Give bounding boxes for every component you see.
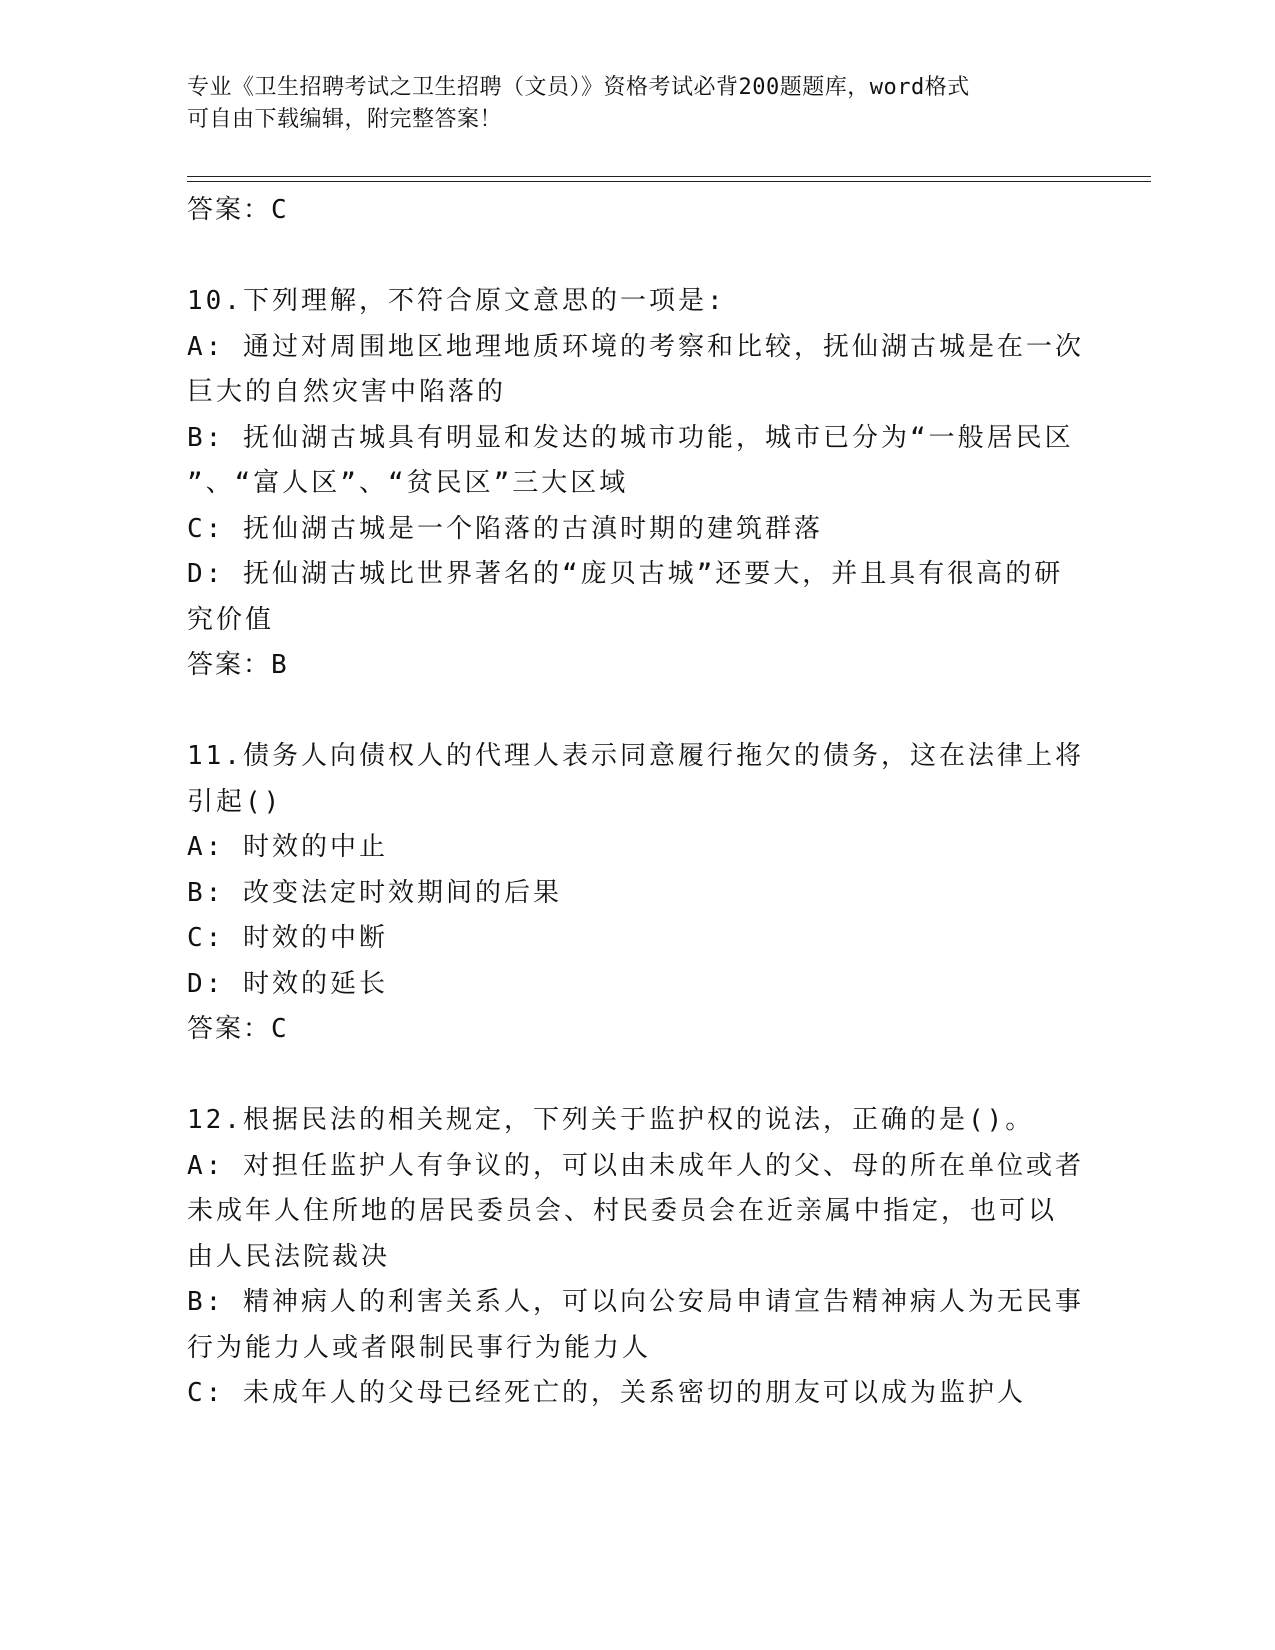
option-d: D: 抚仙湖古城比世界著名的“庞贝古城”还要大，并且具有很高的研 bbox=[187, 559, 1064, 589]
answer-line: 答案：C bbox=[187, 1014, 289, 1044]
blank-line bbox=[187, 689, 1087, 735]
question-stem: 10.下列理解，不符合原文意思的一项是: bbox=[187, 286, 726, 316]
option-a: A: 时效的中止 bbox=[187, 832, 388, 862]
option-b: B: 改变法定时效期间的后果 bbox=[187, 877, 562, 908]
question-stem: 12.根据民法的相关规定，下列关于监护权的说法，正确的是()。 bbox=[187, 1105, 1035, 1135]
option-b: B: 抚仙湖古城具有明显和发达的城市功能，城市已分为“一般居民区 bbox=[187, 422, 1074, 453]
option-a-continued: 未成年人住所地的居民委员会、村民委员会在近亲属中指定，也可以 bbox=[187, 1196, 1058, 1226]
header-line-2: 可自由下载编辑，附完整答案！ bbox=[187, 107, 503, 132]
blank-line bbox=[187, 1053, 1087, 1099]
answer-line: 答案：B bbox=[187, 650, 289, 680]
question-stem-continued: 引起() bbox=[187, 786, 283, 817]
option-a-continued: 由人民法院裁决 bbox=[187, 1241, 391, 1272]
option-d: D: 时效的延长 bbox=[187, 968, 388, 999]
option-b: B: 精神病人的利害关系人，可以向公安局申请宣告精神病人为无民事 bbox=[187, 1287, 1084, 1317]
option-b-continued: 行为能力人或者限制民事行为能力人 bbox=[187, 1332, 652, 1363]
option-a: A: 通过对周围地区地理地质环境的考察和比较，抚仙湖古城是在一次 bbox=[187, 331, 1084, 362]
option-d-continued: 究价值 bbox=[187, 604, 275, 635]
option-a-continued: 巨大的自然灾害中陷落的 bbox=[187, 377, 507, 407]
header-line-1: 专业《卫生招聘考试之卫生招聘（文员）》资格考试必背200题题库，word格式 bbox=[187, 75, 970, 100]
question-stem: 11.债务人向债权人的代理人表示同意履行拖欠的债务，这在法律上将 bbox=[187, 741, 1084, 771]
option-c: C: 时效的中断 bbox=[187, 923, 388, 953]
option-a: A: 对担任监护人有争议的，可以由未成年人的父、母的所在单位或者 bbox=[187, 1150, 1084, 1181]
header-rule-top bbox=[187, 176, 1151, 177]
option-c: C: 抚仙湖古城是一个陷落的古滇时期的建筑群落 bbox=[187, 513, 823, 544]
option-b-continued: ”、“富人区”、“贫民区”三大区域 bbox=[187, 468, 629, 498]
blank-line bbox=[187, 234, 1087, 280]
header-rule-bottom bbox=[187, 181, 1151, 182]
answer-line: 答案：C bbox=[187, 195, 289, 225]
option-c: C: 未成年人的父母已经死亡的，关系密切的朋友可以成为监护人 bbox=[187, 1378, 1026, 1408]
page-header bbox=[187, 72, 1067, 136]
document-body bbox=[187, 188, 1087, 1417]
